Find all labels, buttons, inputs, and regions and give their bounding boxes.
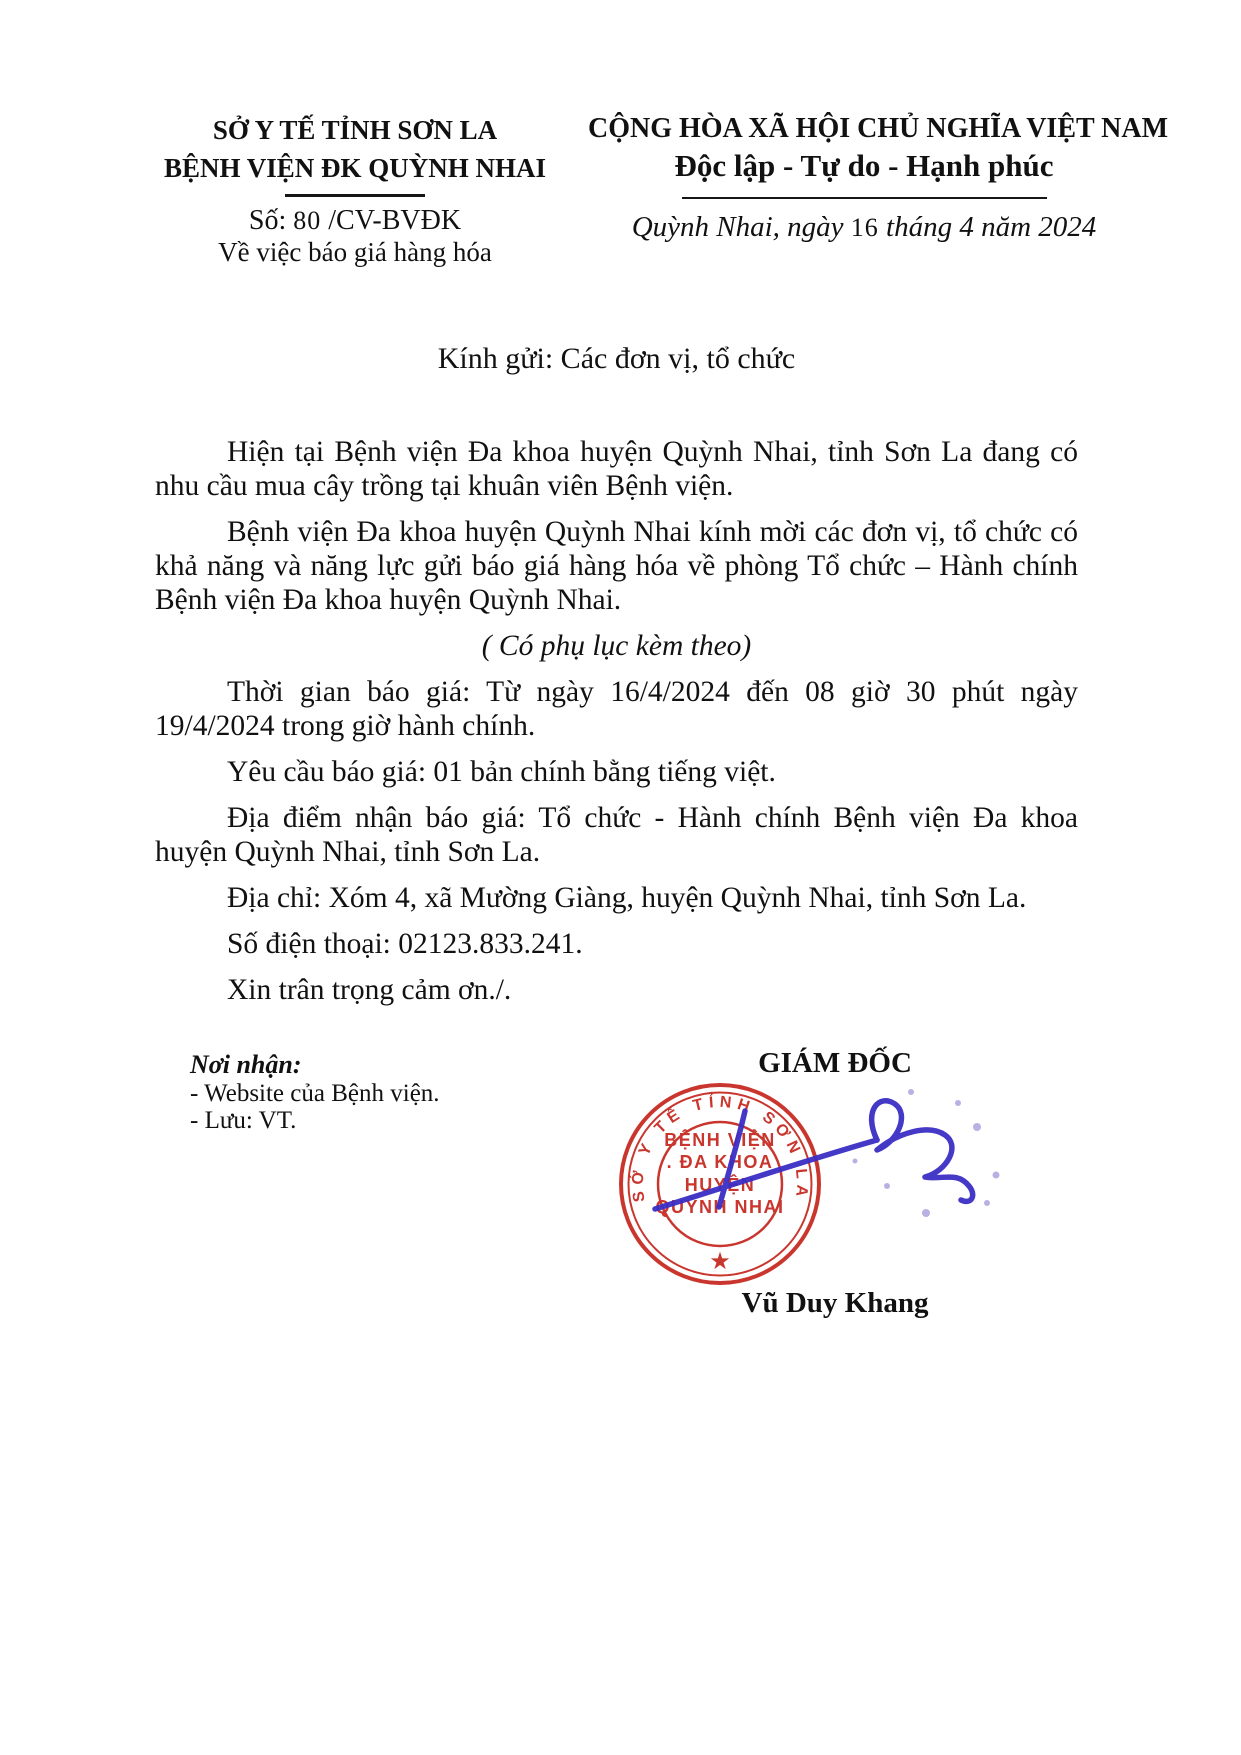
doc-number-suffix: /CV-BVĐK	[328, 205, 462, 236]
recipients-item: - Lưu: VT.	[190, 1107, 297, 1134]
stamp-center-line: HUYỆN	[684, 1175, 756, 1195]
recipient-line: Kính gửi: Các đơn vị, tổ chức	[437, 342, 796, 375]
director-signature-ink	[625, 1083, 1015, 1243]
place-date-prefix: Quỳnh Nhai, ngày	[631, 211, 844, 243]
body-paragraph: Địa điểm nhận báo giá: Tổ chức - Hành chính Bệnh viện Đa khoa huyện Quỳnh Nhai, tỉnh Sơn La.	[155, 802, 1078, 868]
body-paragraph: Yêu cầu báo giá: 01 bản chính bằng tiếng việt.	[227, 756, 776, 788]
doc-number-line	[160, 206, 550, 236]
motto-divider-line	[682, 197, 1047, 199]
issuing-org-block	[160, 111, 550, 269]
body-paragraph: Hiện tại Bệnh viện Đa khoa huyện Quỳnh Nhai, tỉnh Sơn La đang có nhu cầu mua cây trồng tại khuân viên Bệnh viện.	[155, 436, 1078, 502]
doc-number-value: 80	[293, 206, 322, 235]
signature-strokes	[655, 1101, 973, 1209]
signer-position-title: GIÁM ĐỐC	[758, 1047, 912, 1079]
recipients-item: - Website của Bệnh viện.	[190, 1080, 440, 1107]
national-title: CỘNG HÒA XÃ HỘI CHỦ NGHĨA VIỆT NAM	[588, 113, 1169, 144]
stamp-center-line: BỆNH VIỆN	[664, 1130, 776, 1150]
attachment-note: ( Có phụ lục kèm theo)	[481, 630, 752, 662]
letter-body	[155, 435, 1078, 1019]
parent-org-name: SỞ Y TẾ TỈNH SƠN LA	[212, 115, 498, 145]
doc-number-label: Số:	[248, 205, 287, 236]
org-divider-line	[285, 194, 425, 197]
stamp-center-line: . ĐA KHOA	[666, 1152, 774, 1172]
doc-subject: Về việc báo giá hàng hóa	[218, 237, 492, 267]
place-date-suffix: tháng 4 năm 2024	[886, 211, 1097, 243]
national-header-block	[588, 111, 1169, 244]
stamp-center-line: QUỲNH NHAI	[655, 1197, 785, 1217]
place-date-line	[588, 211, 1140, 244]
date-day-value: 16	[850, 213, 879, 242]
body-paragraph: Bệnh viện Đa khoa huyện Quỳnh Nhai kính mời các đơn vị, tổ chức có khả năng và năng lực gửi báo giá hàng hóa về phòng Tổ chức – Hành chính Bệnh viện Đa khoa huyện Quỳnh Nhai.	[155, 516, 1078, 616]
body-paragraph: Địa chỉ: Xóm 4, xã Mường Giàng, huyện Quỳnh Nhai, tỉnh Sơn La.	[227, 882, 1027, 914]
recipients-label: Nơi nhận:	[190, 1050, 302, 1079]
body-paragraph: Số điện thoại: 02123.833.241.	[227, 928, 583, 960]
signer-name: Vũ Duy Khang	[741, 1287, 929, 1319]
body-paragraph: Xin trân trọng cảm ơn./.	[227, 974, 512, 1006]
recipients-block	[190, 1050, 610, 1134]
national-motto: Độc lập - Tự do - Hạnh phúc	[674, 148, 1054, 183]
org-name: BỆNH VIỆN ĐK QUỲNH NHAI	[163, 153, 547, 183]
stamp-ring-text: SỞ Y TẾ TỈNH SƠN LA	[629, 1093, 811, 1203]
stamp-star-icon: ★	[709, 1249, 731, 1275]
body-paragraph: Thời gian báo giá: Từ ngày 16/4/2024 đến 08 giờ 30 phút ngày 19/4/2024 trong giờ hành chính.	[155, 676, 1078, 742]
